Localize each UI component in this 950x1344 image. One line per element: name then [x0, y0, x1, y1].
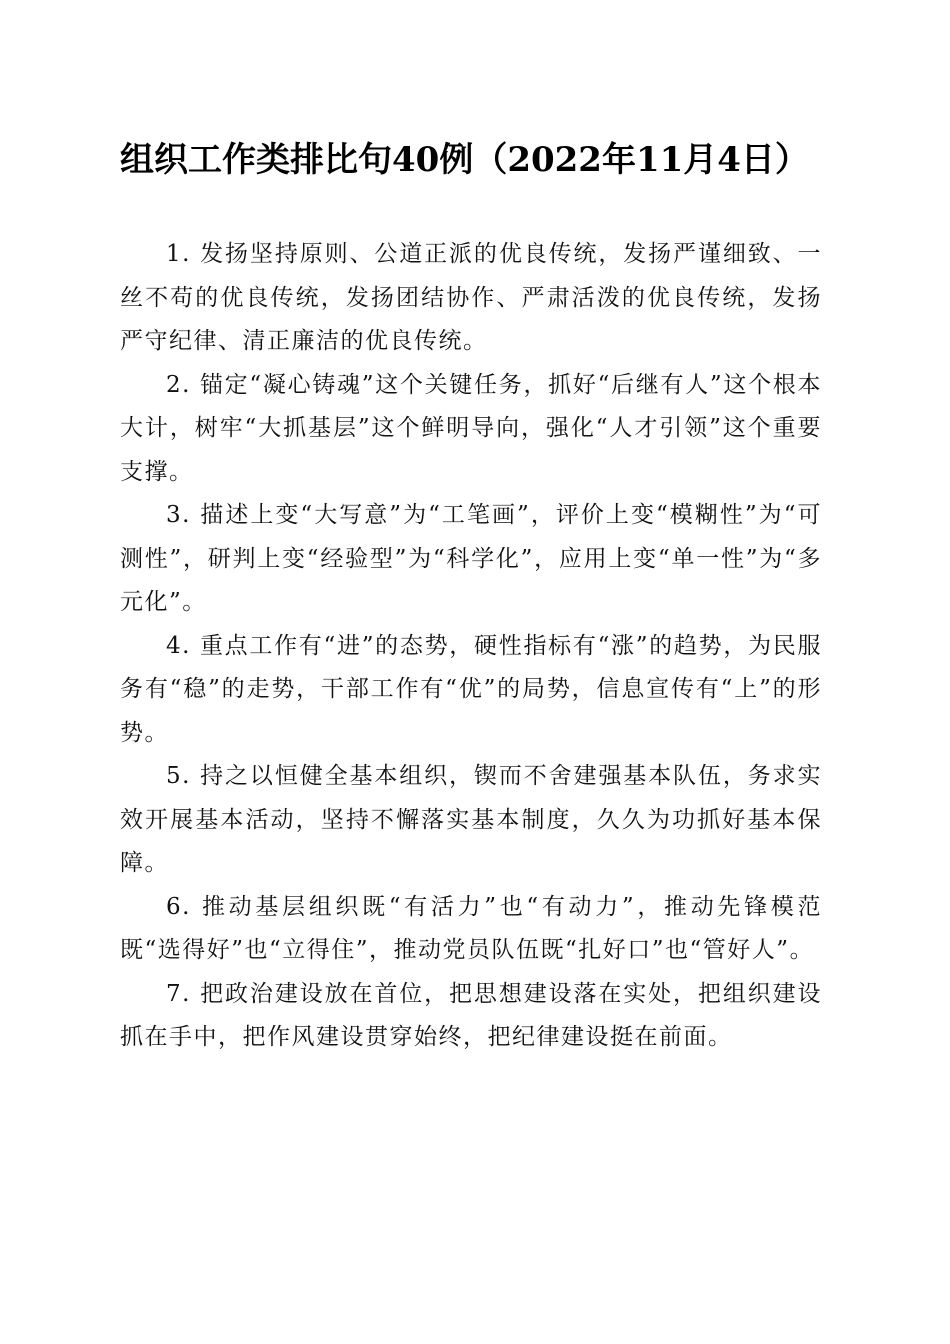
document-body — [120, 233, 822, 1060]
paragraph-7: 7. 把政治建设放在首位，把思想建设落在实处，把组织建设抓在手中，把作风建设贯穿始终，把纪律建设挺在前面。 — [120, 980, 822, 1050]
paragraph-5: 5. 持之以恒健全基本组织，锲而不舍建强基本队伍，务求实效开展基本活动，坚持不懈落实基本制度，久久为功抓好基本保障。 — [120, 763, 822, 876]
paragraph-2: 2. 锚定“凝心铸魂”这个关键任务，抓好“后继有人”这个根本大计，树牢“大抓基层”这个鲜明导向，强化“人才引领”这个重要支撑。 — [120, 371, 822, 485]
document-title: 组织工作类排比句40例（2022年11月4日） — [120, 140, 809, 180]
paragraph-3: 3. 描述上变“大写意”为“工笔画”，评价上变“模糊性”为“可测性”，研判上变“经验型”为“科学化”，应用上变“单一性”为“多元化”。 — [120, 502, 822, 615]
paragraph-1: 1. 发扬坚持原则、公道正派的优良传统，发扬严谨细致、一丝不苟的优良传统，发扬团结协作、严肃活泼的优良传统，发扬严守纪律、清正廉洁的优良传统。 — [120, 241, 822, 354]
paragraph-6: 6. 推动基层组织既“有活力”也“有动力”，推动先锋模范既“选得好”也“立得住”，推动党员队伍既“扎好口”也“管好人”。 — [120, 893, 822, 963]
paragraph-4: 4. 重点工作有“进”的态势，硬性指标有“涨”的趋势，为民服务有“稳”的走势，干部工作有“优”的局势，信息宣传有“上”的形势。 — [120, 632, 822, 746]
